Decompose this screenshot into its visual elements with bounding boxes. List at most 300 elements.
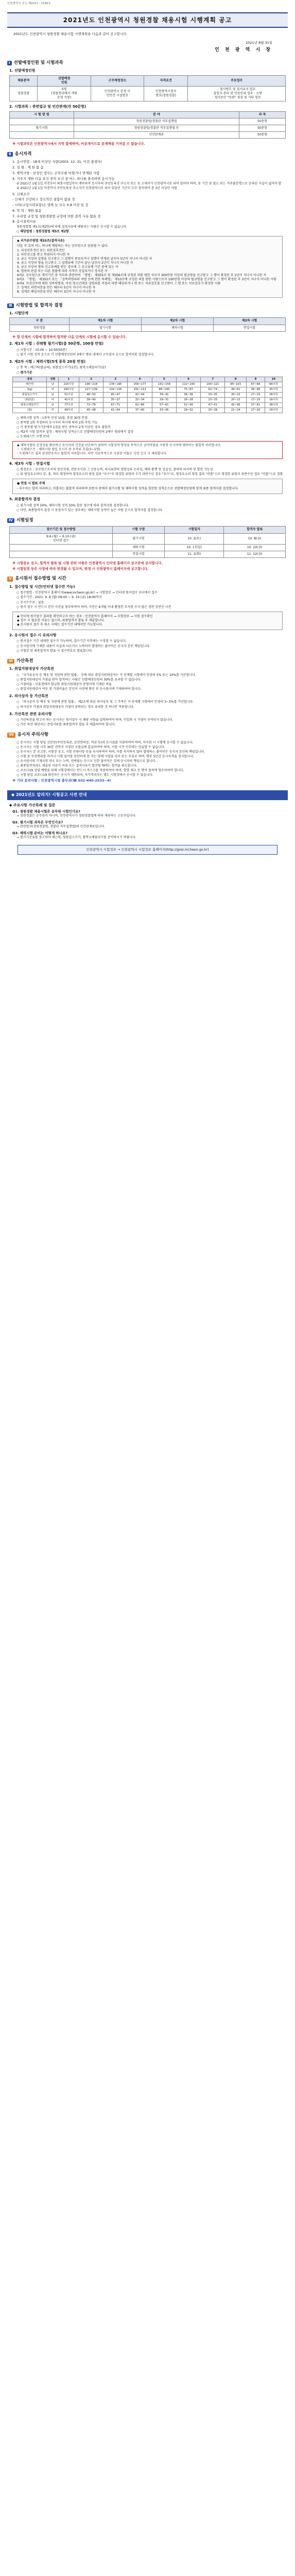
table-header: 8 (225, 377, 247, 382)
table-cell: 10. 2(토) (165, 533, 224, 544)
table-cell: 17~20 (247, 408, 265, 413)
qa-list (7, 809, 288, 840)
subheading: 3. 가산특전 관련 유의사항 (9, 711, 52, 716)
table-cell: 10. 22(금) (224, 544, 286, 551)
disqualification-box-title: ◆ 국가공무원법 제33조(결격사유) (17, 239, 65, 243)
subheading: 2. 시험과목 : 관련법규 및 인간관계(각 50문항) (9, 105, 86, 109)
table-cell: 남 (47, 392, 59, 397)
qa-answer: → 평가기준표를 참고하여 배근력, 윗몸일으키기, 왕복오래달리기를 준비하시기 바랍니다. (16, 835, 136, 839)
table-header: 합격자 발표 (224, 527, 286, 533)
table-header: 10 (265, 377, 282, 382)
table-header: 선발예정 인원 (38, 75, 91, 86)
table-header: 주요업무 (188, 75, 286, 86)
table-cell: 청원경찰법/경찰관 직무집행법 (74, 118, 239, 125)
stage-table (9, 317, 286, 331)
section-number: Ⅱ (7, 152, 13, 157)
table-cell: 85~103 (225, 382, 247, 387)
list-item: - 도핑테스트 결과 양성반응자는 불합격 처리합니다. 다만 치료목적으로 사용한 약물은 사전 신고 시 제외합니다. (17, 452, 167, 456)
list-item: ○ 시험 당일 코로나19 확진자는 응시가 제한되며, 자가격리자는 별도 시험장에서 응시할 수 있습니다. (16, 773, 153, 777)
list-item: ○ 시험 중 부정행위를 하거나 시험 질서를 문란하게 한 자는 당해 시험을 정지 또는 무효로 하며, 향후 5년간 응시자격을 정지합니다. (16, 754, 194, 758)
subjects-table (9, 111, 286, 139)
table-cell: 114~126 (103, 387, 128, 392)
table-cell: 36~48 (247, 387, 265, 392)
table-header: 채용분야 (10, 75, 38, 86)
table-cell: 57~61 (152, 402, 176, 408)
positions-table-wrap (9, 75, 286, 101)
table-cell: 26이하 (265, 392, 282, 397)
table-cell: 남 (47, 382, 59, 387)
table-cell: 42~46 (225, 402, 247, 408)
application-box (12, 612, 283, 630)
list-item: ○ 응시원서의 기재사항 착오 또는 누락, 연락불능 등으로 인한 불이익은 일체 응시자의 책임으로 합니다. (16, 759, 157, 764)
table-row (13, 408, 283, 413)
table-cell: 청원경찰 (10, 325, 70, 331)
table-cell: 49이상 (58, 408, 79, 413)
notice-date: 2021년 8월 31일 (246, 40, 272, 45)
section-3-heading (7, 303, 288, 309)
table-cell: 23~25 (201, 397, 225, 402)
section-note: ※ 시험과목은 인천광역시에서 지역 출제하며, 비공개이므로 문제책을 가져갈 수 없습니다. (12, 142, 145, 146)
table-cell: 32~34 (128, 397, 152, 402)
list-item: ○ 원서접수 기간 내에만 접수가 가능하며, 접수기간 이후에는 수정할 수 없습니다. (16, 639, 127, 643)
list-item: 3. 금고 이상의 실형을 선고받고 그 집행이 종료되거나 집행이 면제된 날부터 5년이 지나지 아니한 자 (17, 257, 152, 261)
score-table (12, 377, 283, 413)
table-cell (10, 544, 113, 551)
interview-box-title: ● 면접 시 발표 주제 (17, 482, 45, 486)
qa-item (12, 820, 288, 829)
table-cell: 88~100 (152, 387, 176, 392)
subheading: 1. 선발예정인원 (9, 69, 36, 73)
table-header: 성별 (47, 377, 59, 382)
section-7-heading (7, 732, 288, 738)
table-cell: 여 (47, 397, 59, 402)
table-header: 4 (128, 377, 152, 382)
interview-box-lines (17, 487, 278, 491)
table-cell: 37~40 (128, 408, 152, 413)
list-item: ○ 종 목 : 배근력(팔굽혀), 윗몸일으키기(1분), 왕복오래달리기(남) (16, 366, 106, 370)
list-item: 1. 응시연령 : 18세 이상인 사람(2003. 12. 31. 이전 출생자) (12, 160, 102, 164)
schedule-table (9, 526, 286, 557)
list-item: 1. 피성년후견인 또는 피한정후견인 (17, 248, 65, 252)
subheading: 1. 시험단계 (9, 311, 29, 315)
table-cell: 33~36 (152, 408, 176, 413)
list-item: ○ 원서 접수 시 반드시 본인 사진을 첨부하여야 하며, 사진은 6개월 이내 촬영한 모자를 쓰지 않은 정면 상반신 사진 (16, 605, 171, 609)
table-cell: 10. 8(금) (224, 533, 286, 544)
list-item: 4. 거주지 제한 다음 요건 중의 요건 중 어느 하나를 충족하면 응시가능 (12, 176, 115, 181)
interview-list (7, 468, 288, 477)
list-item: 6. 학 력 : 제한 없음 (12, 208, 42, 213)
list-item: ○ 의사상자 가점과 취업지원대상자 가점이 중복되는 경우 유리한 것 하나만 적용합니다. (16, 705, 135, 709)
list-item: ○ 다만, 최종합격자 결정 시 동점자가 있는 경우에는 체력시험 성적이 높은 사람 순으로 합격자를 결정합니다. (16, 508, 163, 512)
qa-header: ◆ 2021년도 알리지! 시험공고 사전 안내 (7, 790, 288, 800)
footer-text: 인천광역시 시험정보 → 인천광역시 시험정보 홈페이지(http://gosi.incheon.go.kr) (86, 848, 209, 852)
table-cell: 178~195 (103, 382, 128, 387)
table-cell (10, 118, 74, 125)
list-item: ○ 제2차 시험 합격자 결정 : 체력시험 성적순으로 선발예정인원의 2배수 범위에서 결정 (16, 430, 134, 434)
table-cell: 5명 (경찰청과에서 개원 운영 직원) (38, 86, 91, 101)
table-cell: 67~84 (247, 382, 265, 387)
table-header: 시험 구분 (112, 527, 165, 533)
table-cell: 11. 12(금) (224, 551, 286, 557)
qa-answer: → 관련법규(청원경찰법, 경찰관 직무집행법)와 인간관계론입니다. (16, 825, 105, 829)
table-cell: 10. 17(일) (165, 544, 224, 551)
written-exam-list (7, 348, 288, 357)
table-cell: 남 (47, 402, 59, 408)
table-header: 제3차 시험 (213, 318, 285, 325)
list-item: ◆ 체력시험의 공정성을 확보하고 응시자의 건강을 보호하기 위하여 시험성적 향상을 목적으로 금지약물을 사용한 응시자에 대하여는 불합격 처리합니다. (17, 444, 221, 448)
table-cell: 33~35 (201, 392, 225, 397)
table-header: 2 (79, 377, 103, 382)
list-item: - 신체가 건강하고 정신적인 결함이 없을 것 (12, 197, 75, 202)
table-row (10, 551, 286, 557)
section-6-heading (7, 658, 288, 664)
table-row (10, 533, 286, 544)
issuer: 인 천 광 역 시 장 (215, 47, 272, 53)
table-cell: 38~40 (79, 397, 103, 402)
table-row (10, 131, 286, 138)
schedule-notes (7, 561, 288, 571)
bonus-list-2 (7, 700, 288, 709)
section-number: Ⅶ (7, 733, 15, 737)
list-item: ◆ 응시원서 접수 후 취소 시에는 접수기간 내에서만 가능합니다. (17, 622, 103, 626)
list-item: ○ 응시자는 시험 당일 신분증(주민등록증, 운전면허증, 여권 등)과 응시표를 지참하여야 하며, 미지참 시 시험에 응시할 수 없습니다. (16, 740, 194, 744)
list-item: ○ 접수기간 : 2021. 9. 6.(월) 09:00 ~ 9. 10.(금) 18:00까지 (16, 596, 102, 600)
table-cell: 215이상 (58, 382, 79, 387)
table-cell: 41~44 (103, 408, 128, 413)
schedule-table-wrap (9, 526, 286, 557)
list-item: ○ 필기 시험 성적 순으로 각 선발예정인원의 3배수 범위 내에서 고득점자 순으로 합격자를 결정합니다. (16, 352, 154, 357)
table-row (10, 544, 286, 551)
lead-paragraph (9, 32, 286, 37)
table-header: 과 목 (239, 111, 286, 118)
subheading: 2. 응시원서 접수 시 유의사항 (9, 633, 57, 637)
qa-item (12, 809, 288, 818)
table-cell: 75~87 (176, 387, 200, 392)
list-item: ○ 응시원서에 기재한 내용이 사실과 다르거나 누락되어 발생하는 불이익은 응시자 본인 책임입니다. (16, 644, 150, 648)
list-item: ○ 최종합격자라도 제출된 서류가 허위 또는 결격사유가 발견될 때에는 합격을 취소합니다. (16, 764, 137, 768)
table-cell: 35~37 (103, 397, 128, 402)
table-cell: 49~61 (225, 387, 247, 392)
table-cell: 필기시험 (10, 125, 74, 131)
table-cell: 20~22 (225, 397, 247, 402)
table-cell: 50문항 (239, 125, 286, 131)
table-header: 자격요건 (144, 75, 188, 86)
table-cell: (회/1분) (13, 397, 47, 402)
list-item: 3. 병역사항 : 남성인 경우는 군복무를 마쳤거나 면제된 사람 (12, 171, 100, 175)
table-cell: 면접시험 (112, 551, 165, 557)
lead-text: 2021년도 인천광역시 청원경찰 채용시험 시행계획을 다음과 같이 공고합니다. (13, 32, 128, 37)
table-cell: 30~32 (225, 392, 247, 397)
table-cell: 면접시험 (213, 325, 285, 331)
list-item: - 시력(교정시력포함)은 양쪽 눈 모두 0.8 이상 일 것 (12, 203, 89, 208)
list-item: ○ 도핑테스트 시행 안내 (16, 435, 49, 439)
table-cell: 101~113 (128, 387, 152, 392)
list-item: ○ 각 종목별 평가기준에서 1점을 받은 종목이 2개 이상인 경우 불합격 (16, 425, 111, 429)
notice-number: 인천광역시 공고 제2021 - 1156호 (7, 2, 51, 5)
section-1-heading (7, 60, 288, 66)
table-cell: 인간관계론 (74, 131, 239, 138)
list-item: ○ 가점비율 : 보훈청에서 발급한 취업지원대상자 증명서에 기재된 비율 (16, 682, 112, 686)
table-row (13, 402, 283, 408)
table-cell: 36이하 (265, 402, 282, 408)
table-cell: 39~41 (152, 392, 176, 397)
table-cell: 141~158 (152, 382, 176, 387)
list-item: ◆ 인터넷 원서접수 결과를 확인하고자 하는 경우 : 인천광역시 홈페이지 → 시험정보 → 시험 접수확인 (17, 614, 153, 618)
section-4-heading (7, 518, 288, 523)
subheading: 2. 제1차 시험 : 선택형 필기시험(총 50문항, 100점 만점) (9, 342, 104, 346)
qa-answer: → 청원경찰은 공무원이 아니며, 인천광역시가 청원경찰법에 따라 채용하는 근로자입니다. (16, 814, 136, 818)
list-item: 2. 파산선고를 받고 복권되지 아니한 자 (17, 252, 70, 257)
list-item: 8. 응시결격사유 (12, 219, 36, 224)
score-notes (7, 416, 288, 439)
section-5-heading (7, 576, 288, 582)
table-cell: · 청사방호 및 질서유지 업무 · 출입자 관리 및 민원안내 업무 · 소방 · 청사보안 "보완" 점검 및 기타 업무 (188, 86, 286, 101)
list-item: ○ 응시자는 본 공고문, 시험장 공고, 시험 안내사항 등을 숙지하여야 하며, 이를 숙지하지 않아 발생하는 불이익은 응시자 본인의 책임입니다. (16, 750, 205, 754)
list-item: 5. 금고 이상의 형의 선고유예를 받은 경우에 그 선고유예 기간 중에 있는 자 (17, 265, 118, 269)
table-cell: 41이상 (58, 397, 79, 402)
table-cell: 왕복오래달리기 (13, 402, 47, 408)
list-item: ○ 체력시험 성적 : 1종목 만점 10점, 총점 30점 만점 (16, 416, 88, 420)
list-item: ○ 시험시간 : 10:00 ~ 10:50(50분) (16, 348, 67, 352)
list-item: ○ 필기시험 성적 50%, 체력시험 성적 50% 합산 점수에 따라 합격자를 결정합니다. (16, 503, 129, 507)
list-item: 7. 징계로 파면처분을 받은 때부터 5년이 지나지 아니한 자 (17, 286, 96, 290)
list-item: ○ 응시자는 시험 시작 30분 전까지 지정된 시험실에 입실하여야 하며, 시험 시작 이후에는 입실할 수 없습니다. (16, 745, 165, 749)
table-cell: 36~38 (176, 392, 200, 397)
table-row (13, 382, 283, 387)
table-header: 접수기간 및 접수방법 (10, 527, 113, 533)
doping-box (12, 441, 283, 459)
disqualification-head: ○ 해당법령 : 청원경찰법 제5조 제2항 (16, 230, 69, 234)
list-item: ○ 위 평정요소마다 상, 중, 하로 평정하여 평정요소의 평정 결과 "우수"로 평정한 위원의 수가 과반수인 경우 "우수"로, 평정요소의 평정 결과 "미흡"으로 평정한 위원이 과반수인 경우 "미흡"으로 정함 (16, 472, 283, 477)
table-cell: (회) (13, 408, 47, 413)
list-item: ☞ 도핑테스트 : 체력시험 당일 응시자 중 무작위 추출(3~5명) (17, 448, 100, 452)
disqualification-lines (17, 244, 278, 294)
table-cell: 62~74 (201, 387, 225, 392)
list-item: - 우수자는 합격 처리하고, 미흡자는 불합격 처리하며 보통자 중에서 필기시험 및 체력시험 성적을 합산한 성적순으로 선발예정인원에 맞게 최종 합격자를 결정합니다. (17, 487, 239, 491)
physical-exam-list (7, 366, 288, 370)
subheading: 4. 제3차 시험 : 면접시험 (9, 461, 50, 466)
table-cell: 인천광역시청사 방호(청원경찰) (144, 86, 188, 101)
table-cell: 159~177 (128, 382, 152, 387)
list-item: ○ 가산 특전 대상자는 증빙서류를 최종합격자 발표 후 제출하여야 합니다. (16, 723, 116, 727)
table-cell (10, 551, 113, 557)
table-cell: 여 (47, 387, 59, 392)
section-title: 응시원서 접수방법 및 시간 (15, 576, 66, 582)
table-cell: 50문항 (239, 118, 286, 125)
table-cell: 47~51 (201, 402, 225, 408)
application-list (7, 591, 288, 609)
table-cell: 52~56 (176, 402, 200, 408)
list-item: ○ 「의사상자 등 예우 및 지원에 관한 법률」 제2조에 따른 의사상자 및 그 가족은 각 단계별 시험에서 만점의 3~5%를 가산합니다. (16, 700, 194, 704)
table-cell: 청원경찰 (10, 86, 38, 101)
subheading: 1. 접수방법 및 시간(인터넷 접수만 가능) (9, 584, 75, 589)
qa-question: Q1. 청원경찰 채용시험은 공무원 시험인가요? (12, 809, 81, 814)
list-item: ○ 응시수수료 : 없음 (16, 600, 44, 604)
list-item: ① 2021년 1월 1일 이전부터 최종시험일까지 계속하여 응시자의 주민등록상 주소지 또는 동 소재지가 인천광역시로 되어 있어야 하며, 동 기간 중 말소 또는 거주불분명으로 등록된 사실이 없어야 함 (16, 182, 282, 186)
table-cell: 인천광역시 본청 시 민안전 시설방호 (91, 86, 144, 101)
table-row (10, 125, 286, 131)
list-item: 4. 금고 이상의 형을 선고받고 그 집행유예 기간이 끝난 날부터 2년이 지나지 아니한 자 (17, 261, 133, 265)
table-cell: 122~140 (176, 382, 200, 387)
caution-list (7, 741, 288, 778)
residency-list (7, 182, 288, 191)
stage-note: ※ 합 단계의 시험에 합격하여 합격한 다음 단계의 시험에 응시할 수 있습니다. (12, 334, 127, 339)
bonus-list-3 (7, 718, 288, 727)
section-number: Ⅴ (7, 577, 13, 581)
list-item: 8. 징계로 해임처분을 받은 때부터 3년이 지나지 아니한 자 (17, 290, 96, 294)
table-cell: 66이하 (265, 382, 282, 387)
table-cell: 17~19 (247, 397, 265, 402)
table-header: 제2차 시험 (141, 318, 213, 325)
table-cell: 체력시험 (141, 325, 213, 331)
list-item: ◆ 접수 시 필요한 서류는 없으며, 최종합격자 발표 후 제출합니다. (17, 618, 105, 622)
table-cell: 67~71 (103, 402, 128, 408)
signature-block (7, 41, 272, 53)
table-cell: 25~28 (201, 408, 225, 413)
page-title: 2021년도 인천광역시 청원경찰 채용시험 시행계획 공고 (7, 12, 288, 28)
table-row (13, 397, 283, 402)
list-item: ○ 평정요소 : 공무원으로서의 정신자세, 전문지식과 그 응용능력, 의사표현의 정확성과 논리성, 예의·품행 및 성실성, 창의력·의지력 및 발전 가능성 (16, 467, 213, 471)
table-cell: 9.6.(월) ~ 9.10.(금) 인터넷 접수 (10, 533, 113, 544)
list-item: ○ 취업지원대상자 여부 및 가점비율은 본인이 사전에 확인 후 응시원서에 기재하여야 합니다. (16, 687, 142, 691)
qa-question: Q3. 체력시험 준비는 어떻게 하나요? (12, 831, 67, 836)
table-cell: 51이상 (58, 392, 79, 397)
eligibility-rest-list (7, 192, 288, 225)
section-number: Ⅵ (7, 659, 14, 664)
table-cell: 여 (47, 408, 59, 413)
table-cell: 27~29 (247, 392, 265, 397)
subheading: 3. 제2차 시험 : 체력시험(5개 종목 20점 만점) (9, 360, 85, 364)
section-title: 응시자 주의사항 (17, 732, 49, 738)
list-item: 6의4. 미성년자에 대한 성폭력범죄, 아동·청소년대상 성범죄를 저질러 파면·해임되거나 형 또는 치료감호를 선고받아 그 형 또는 치료감호가 확정된 사람 (17, 282, 221, 286)
table-cell: 체력시험 (112, 544, 165, 551)
table-cell: 72~76 (79, 402, 103, 408)
table-cell: (kg) (13, 387, 47, 392)
table-header: 5 (152, 377, 176, 382)
list-item: ② 2021년 1월 1일 이전까지 주민등록상 주소지가 인천광역시로 되어 있었던 기간이 모두 합산하여 총 3년 이상인 사람 (16, 187, 177, 191)
table-cell: 29~31 (152, 397, 176, 402)
list-item: ※ 시험일정 등은 사정에 따라 변경될 수 있으며, 변경 시 인천광역시 홈페이지에 공고합니다. (12, 566, 149, 571)
table-cell: 11. 2(화) (165, 551, 224, 557)
list-item: 5. 신체조건 (12, 192, 30, 196)
section-number: Ⅰ (7, 61, 12, 65)
footer-link[interactable] (18, 845, 277, 855)
table-cell: 140이상 (58, 387, 79, 392)
table-cell: 45~47 (103, 392, 128, 397)
section-title: 시험방법 및 합격자 결정 (15, 302, 63, 308)
list-item: 2. 성 별 : 제 한 없 음 (12, 165, 44, 170)
table-cell: 45~48 (79, 408, 103, 413)
table-cell: 청원경찰법/경찰관 직무집행법 등 (74, 125, 239, 131)
table-header: 3 (103, 377, 128, 382)
table-cell: 42~44 (128, 392, 152, 397)
table-cell: 77이상 (58, 402, 79, 408)
table-cell (10, 131, 74, 138)
table-header: 9 (247, 377, 265, 382)
subheading: 1. 취업지원대상자 가산특전 (9, 667, 54, 671)
score-table-wrap (12, 377, 283, 413)
eligibility-list (7, 160, 288, 181)
subjects-table-wrap (9, 111, 286, 139)
section-2-heading (7, 151, 288, 157)
table-header: 제1차 시험 (69, 318, 141, 325)
table-header: 종목 (13, 377, 47, 382)
table-cell: 62~66 (128, 402, 152, 408)
table-header: 구 분 (10, 318, 70, 325)
bonus-list-1 (7, 673, 288, 691)
list-item: ※ 시험장소 공고, 합격자 발표 및 시험 관련 사항은 인천광역시 인터넷 홈페이지 공고란에 공지합니다. (12, 561, 163, 565)
table-cell: 배근력 (13, 382, 47, 387)
table-cell: 필기시험 (112, 533, 165, 544)
score-table-title: ○ 평가기준 (16, 370, 32, 375)
qa-item (12, 831, 288, 840)
table-header: 분 야 (74, 111, 239, 118)
doping-lines (17, 444, 278, 456)
list-item: 7. 우리법 규정 및 청원경찰법 규정에 의한 결격 사유 없을 것 (12, 214, 101, 218)
interview-box (12, 479, 283, 494)
section-title: 응시자격 (14, 151, 32, 157)
table-cell: 48~50 (79, 392, 103, 397)
table-header: 시험일자 (165, 527, 224, 533)
final-decision-list (7, 504, 288, 513)
section-title: 선발예정인원 및 시험과목 (13, 60, 63, 65)
announcement-page (0, 0, 295, 870)
table-row (13, 392, 283, 397)
table-cell: 35이하 (265, 387, 282, 392)
list-item: ○ 「국가유공자 등 예우 및 지원에 관한 법률」 등에 따른 취업지원대상자는 각 단계별 시험에서 만점의 5% 또는 10%를 가산합니다. (16, 673, 196, 677)
section-title: 시험일정 (16, 517, 33, 523)
list-item: 6의2. 공무원으로 재직기간 중 직무와 관련하여 「형법」 제355조 및 제356조에 규정된 죄를 범한 자로서 300만원 이상의 벌금형을 선고받고 그 형이 확정된 후 2년이 지나지 아니한 자 (17, 274, 267, 278)
table-cell: 50문항 (239, 131, 286, 138)
contact-info: ※ 기타 문의사항 : 인천광역시청 총무과(☎ 032-440-2533~4) (12, 778, 111, 783)
subheading: 5. 최종합격자 결정 (9, 497, 40, 502)
list-item: ○ 취업지원대상자 가점을 받아 합격하는 사람은 선발예정인원의 30%를 초과할 수 없습니다. (16, 677, 142, 682)
table-header: 7 (201, 377, 225, 382)
qa-question: Q2. 필기시험 과목은 무엇인가요? (12, 820, 63, 825)
table-cell: 16이하 (265, 408, 282, 413)
list-item: ○ 가산특전을 받고자 하는 응시자는 원서접수 시 해당 사항을 입력하여야 하며, 미입력 시 가점이 부여되지 않습니다. (16, 718, 173, 722)
table-cell: 16이하 (265, 397, 282, 402)
list-item: ○ 종목별 1회 측정하되 응시자의 의사에 따라 2회 측정 가능 (16, 420, 98, 425)
list-item: ○ 시험장 및 최종합격자 발표 시 접수번호로 발표합니다. (16, 649, 93, 653)
list-item: ○ 코로나19 감염 예방을 위해 시험장에서는 반드시 마스크를 착용하여야 하며, 발열 체크 등 방역 절차에 협조하여야 합니다. (16, 769, 184, 773)
list-item: 6. 법원의 판결 또는 다른 법률에 따라 자격이 상실되거나 정지된 자 (17, 269, 108, 273)
table-header: 6 (176, 377, 200, 382)
section-number: Ⅳ (7, 518, 14, 523)
table-header: 근무예정장소 (91, 75, 144, 86)
table-cell: 29~32 (176, 408, 200, 413)
disqualification-box (12, 236, 283, 297)
list-item: 6의3. 「형법」 제303조 또는 「성폭력범죄의 처벌 등에 관한 특례법」 제10조에 규정된 죄를 범한 사람으로서 100만원 이상의 벌금형을 선고받고 그 형이 확정된 후 3년이 지나지 아니한 사람 (17, 278, 276, 282)
table-cell: 윗몸일으키기 (13, 392, 47, 397)
list-item: ○ 접수방법 : 인천광역시 홈페이지(www.incheon.go.kr) → 시험정보 → 인터넷 원서접수 코너에서 접수 (16, 591, 158, 595)
table-cell: 필기시험 (69, 325, 141, 331)
table-cell: 26~28 (176, 397, 200, 402)
table-header: 1 (58, 377, 79, 382)
stage-table-wrap (9, 317, 286, 331)
table-cell: 127~139 (79, 387, 103, 392)
table-row (13, 387, 283, 392)
disqualification-lead: 청원경찰법 제5조(제2항)에 의해 결격사유에 해당되는 사람은 응시할 수 없습니다. (16, 225, 127, 229)
table-cell: 104~121 (201, 382, 225, 387)
list-item: 다음 각 호의 어느 하나에 해당하는 자는 공무원으로 임용될 수 없다. (17, 244, 109, 248)
table-cell: 21~24 (225, 408, 247, 413)
application-box-lines (17, 615, 278, 627)
qa-subheading: ◆ 주요사항 가산특례 및 질문 (9, 803, 56, 807)
table-cell: 37~41 (247, 402, 265, 408)
table-cell: 196~214 (79, 382, 103, 387)
table-row (10, 118, 286, 125)
